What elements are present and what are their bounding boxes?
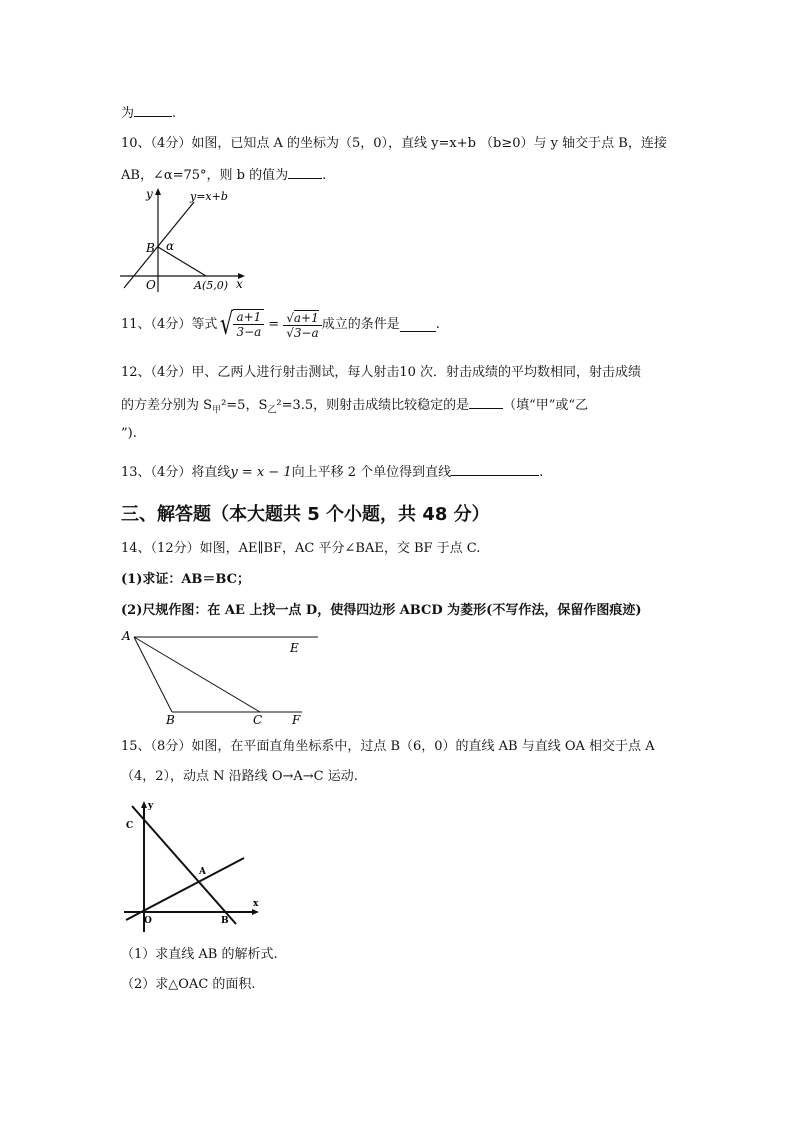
q15-label-a: A xyxy=(199,867,206,877)
q14-label-b: B xyxy=(166,713,175,727)
q9-answer-blank[interactable] xyxy=(134,103,172,117)
q15-y-arrow xyxy=(141,801,147,808)
q13-answer-blank[interactable] xyxy=(451,462,539,476)
q10-label-b: B xyxy=(146,241,155,255)
q12-answer-blank[interactable] xyxy=(469,395,503,409)
q10-label-y: y xyxy=(146,187,153,201)
q9-tail xyxy=(121,103,176,123)
q10-line2 xyxy=(121,165,326,185)
q11-equals: = xyxy=(268,317,280,332)
q12-text-d: （填“甲”或“乙 xyxy=(503,398,589,413)
q13-suffix: 向上平移 2 个单位得到直线 xyxy=(291,465,452,480)
q11-end: . xyxy=(435,317,440,332)
q12-sub-jia: 甲 xyxy=(212,405,222,416)
q10-line2-text: AB，∠α=75°，则 b 的值为 xyxy=(121,168,289,183)
q10-line2-end: . xyxy=(322,168,327,183)
q12-line1: 12、（4分）甲、乙两人进行射击测试，每人射击10 次．射击成绩的平均数相同，射击成绩 xyxy=(121,365,641,380)
q11-lhs-num: a+1 xyxy=(236,310,262,324)
q15-label-b: B xyxy=(221,916,229,926)
q11-prefix: 11、（4分）等式 xyxy=(121,317,218,332)
q11-lhs-den: 3−a xyxy=(233,324,264,339)
q13-prefix: 13、（4分）将直线 xyxy=(121,465,231,480)
q15-label-c: C xyxy=(126,821,134,831)
q14-figure xyxy=(120,628,320,730)
q12-text-b: ²=5，S xyxy=(221,398,268,413)
q10-line-y-x-b xyxy=(124,202,194,288)
q11-rhs-den: 3−a xyxy=(293,325,319,340)
q15-part1: （1）求直线 AB 的解析式. xyxy=(121,947,278,962)
q10-answer-blank[interactable] xyxy=(288,165,322,179)
q11-rhs-num: a+1 xyxy=(293,310,319,325)
q15-line-ab xyxy=(132,806,236,924)
q12-text-a: 的方差分别为 S xyxy=(121,398,213,413)
q14-label-e: E xyxy=(290,641,299,655)
q12-line2 xyxy=(121,395,588,420)
q15-part2: （2）求△OAC 的面积. xyxy=(121,977,256,992)
q15-line1: 15、（8分）如图，在平面直角坐标系中，过点 B（6，0）的直线 AB 与直线 OA 相交于点 A xyxy=(121,739,655,754)
q14-label-a: A xyxy=(122,629,131,643)
q15-label-y: y xyxy=(148,801,154,811)
q12-sub-yi: 乙 xyxy=(267,405,277,416)
q10-line1: 10、（4分）如图，已知点 A 的坐标为（5，0），直线 y=x+b （b≥0）与 y 轴交于点 B，连接 xyxy=(121,136,667,151)
q10-label-line: y=x+b xyxy=(190,190,228,203)
q14-part2: (2)尺规作图：在 AE 上找一点 D，使得四边形 ABCD 为菱形(不写作法，保留作图痕迹) xyxy=(121,603,642,618)
q13-formula: y = x − 1 xyxy=(230,465,292,480)
q15-line2: （4，2），动点 N 沿路线 O→A→C 运动. xyxy=(121,769,358,784)
q11-lhs-radical: √ $\frac{a+1}{3-a}$ xyxy=(217,309,264,341)
q11-suffix: 成立的条件是 xyxy=(321,317,400,332)
q14-line1: 14、（12分）如图，AE∥BF，AC 平分∠BAE，交 BF 于点 C. xyxy=(121,541,481,556)
q10-label-alpha: α xyxy=(166,239,175,253)
q14-label-c: C xyxy=(253,713,263,727)
q15-figure xyxy=(120,798,270,936)
q11-rhs-fraction: $\frac{√a+1}{√3-a}$ xyxy=(283,311,322,340)
q10-label-a: A(5,0) xyxy=(194,279,229,292)
section-3-heading: 三、解答题（本大题共 5 个小题，共 48 分） xyxy=(121,504,490,525)
q10-figure xyxy=(118,186,248,294)
q14-label-f: F xyxy=(292,713,301,727)
q10-y-arrow xyxy=(155,188,161,195)
q11-answer-blank[interactable] xyxy=(400,319,436,332)
q15-x-arrow xyxy=(252,909,259,915)
q10-label-x: x xyxy=(236,277,243,291)
q14-part1: (1)求证：AB＝BC； xyxy=(121,572,250,587)
q15-label-x: x xyxy=(253,899,259,909)
q13-end: . xyxy=(539,465,544,480)
q10-label-o: O xyxy=(146,278,156,292)
q9-suffix: . xyxy=(172,106,177,121)
q9-prefix: 为 xyxy=(121,106,135,121)
q11-line xyxy=(121,305,440,345)
q12-line3: ”). xyxy=(121,426,137,441)
q12-text-c: ²=3.5，则射击成绩比较稳定的是 xyxy=(276,398,470,413)
q13-line xyxy=(121,462,543,482)
q15-label-o: O xyxy=(144,916,152,926)
